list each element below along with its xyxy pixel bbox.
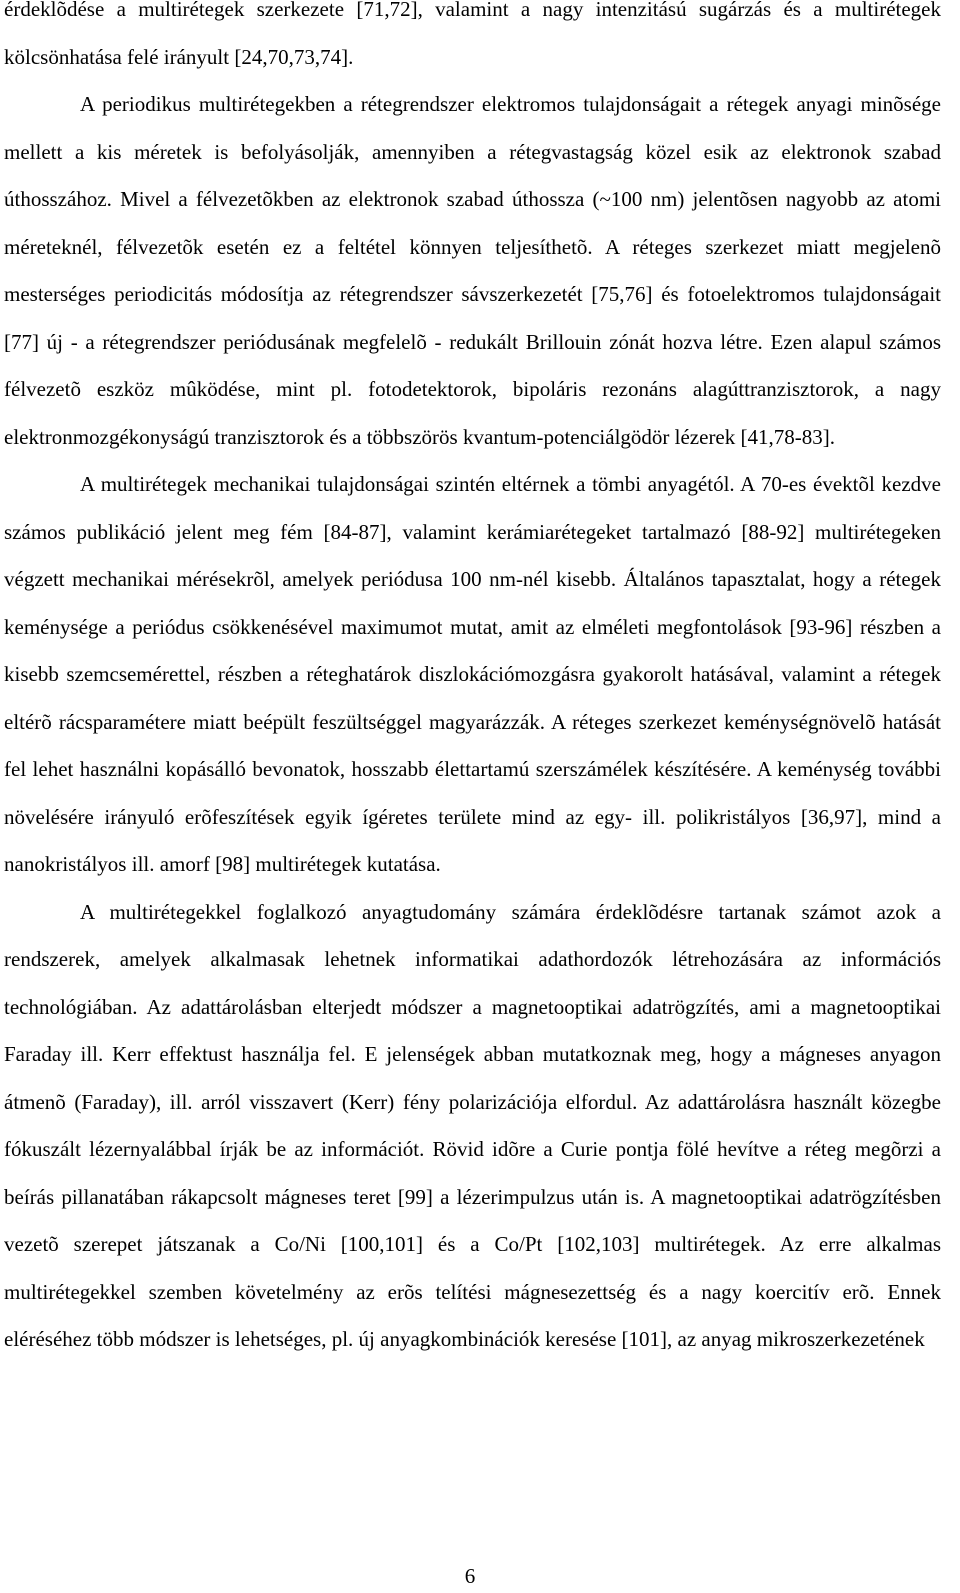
paragraph-mechanical-properties: A multirétegek mechanikai tulajdonságai szintén eltérnek a tömbi anyagétól. A 70-es évektõl kezdve számos publikáció jelent meg fém [84-87], valamint kerámiarétegeket tartalmazó [88-92] multirétegeken végzett mechanikai mérésekrõl, amelyek periódusa 100 nm-nél kisebb. Általános tapasztalat, hogy a rétegek keménysége a periódus csökkenésével maximumot mutat, amit az elméleti megfontolások [93-96] részben a kisebb szemcsemérettel, részben a réteghatárok diszlokációmozgásra gyakorolt hatásával, valamint a rétegek eltérõ rácsparamétere miatt beépült feszültséggel magyarázzák. A réteges szerkezet keménységnövelõ hatását fel lehet használni kopásálló bevonatok, hosszabb élettartamú szerszámélek készítésére. A keménység további növelésére irányuló erõfeszítések egyik ígéretes területe mind az egy- ill. polikristályos [36,97], mind a nanokristályos ill. amorf [98] multirétegek kutatása. [4,472,941,876]
document-page [4,0,941,1364]
paragraph-magnetooptical-storage: A multirétegekkel foglalkozó anyagtudomány számára érdeklõdésre tartanak számot azok a rendszerek, amelyek alkalmasak lehetnek informatikai adathordozók létrehozására az információs technológiában. Az adattárolásban elterjedt módszer a magnetooptikai adatrögzítés, ami a magnetooptikai Faraday ill. Kerr effektust használja fel. E jelenségek abban mutatkoznak meg, hogy a mágneses anyagon átmenõ (Faraday), ill. arról visszavert (Kerr) fény polarizációja elfordul. Az adattárolásra használt közegbe fókuszált lézernyalábbal írják be az információt. Rövid idõre a Curie pontja fölé hevítve a réteg megõrzi a beírás pillanatában rákapcsolt mágneses teret [99] a lézerimpulzus után is. A magnetooptikai adatrögzítésben vezetõ szerepet játszanak a Co/Ni [100,101] és a Co/Pt [102,103] multirétegek. Az erre alkalmas multirétegekkel szemben követelmény az erõs telítési mágnesezettség és a nagy koercitív erõ. Ennek eléréséhez több módszer is lehetséges, pl. új anyagkombinációk keresése [101], az anyag mikroszerkezetének [4,899,941,1351]
paragraph-continuation: érdeklõdése a multirétegek szerkezete [71,72], valamint a nagy intenzitású sugárzás és a multirétegek kölcsönhatása felé irányult [24,70,73,74]. [4,0,941,69]
page-number: 6 [464,1564,476,1588]
paragraph-electrical-properties: A periodikus multirétegekben a rétegrendszer elektromos tulajdonságait a rétegek anyagi minõsége mellett a kis méretek is befolyásolják, amennyiben a rétegvastagság közel esik az elektronok szabad úthosszához. Mivel a félvezetõkben az elektronok szabad úthossza (~100 nm) jelentõsen nagyobb az atomi méreteknél, félvezetõk esetén ez a feltétel könnyen teljesíthetõ. A réteges szerkezet miatt megjelenõ mesterséges periodicitás módosítja az rétegrendszer sávszerkezetét [75,76] és fotoelektromos tulajdonságait [77] új - a rétegrendszer periódusának megfelelõ - redukált Brillouin zónát hozva létre. Ezen alapul számos félvezetõ eszköz mûködése, mint pl. fotodetektorok, bipoláris rezonáns alagúttranzisztorok, a nagy elektronmozgékonyságú tranzisztorok és a többszörös kvantum-potenciálgödör lézerek [41,78-83]. [4,92,941,449]
